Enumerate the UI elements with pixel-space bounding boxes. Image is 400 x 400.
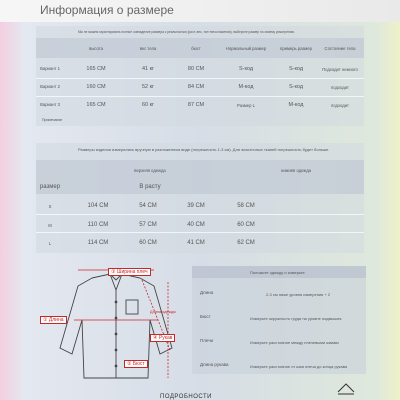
- t2-row1-c: 39 СМ: [187, 203, 205, 209]
- legend-key-1: Длина: [200, 290, 214, 295]
- row2-label: Вариант 2: [40, 84, 60, 89]
- row1-bust: 80 СМ: [187, 66, 205, 72]
- row2-normal: M-код: [238, 84, 254, 90]
- legend-header: Положите одежду и измерьте: [250, 270, 305, 275]
- row2-state: подходит: [331, 85, 349, 90]
- measurement-legend: [192, 266, 366, 374]
- row3-try: M-код: [288, 102, 304, 108]
- row1-weight: 41 кг: [141, 66, 155, 72]
- header-height: высота: [89, 46, 103, 51]
- t2-row1-size: S: [48, 204, 52, 209]
- length-tag: ① Длина: [40, 316, 67, 324]
- t2-row2-a: 110 СМ: [87, 222, 109, 228]
- header-size: размер: [39, 184, 61, 190]
- legend-text-3: Измерьте расстояние между плечевыми швами: [250, 340, 339, 345]
- legend-key-4: Длина рукава: [200, 362, 229, 367]
- t2-row3-size: L: [48, 241, 52, 246]
- t2-row2-d: 60 СМ: [237, 222, 255, 228]
- bust-tag: ② Бюст: [124, 360, 148, 368]
- row2-try: S-код: [288, 84, 304, 90]
- row1-label: Вариант 1: [40, 66, 60, 71]
- table2-intro: Размеры изделия измерялись вручную в разложенном виде (погрешность 1-3 см). Для эластичных тканей погрешность будет больше.: [78, 147, 330, 152]
- t2-row2-size: M: [48, 223, 52, 228]
- table1-intro: Мы не можем гарантировать полное совпадение размера с реальностью (рост, вес, тип телосложения), выберите размер по своему усмотрению.: [78, 30, 295, 34]
- page-title: Информация о размере: [40, 3, 174, 17]
- bottom-caption: ПОДРОБНОСТИ: [160, 394, 212, 400]
- row2-height: 160 СМ: [86, 84, 106, 90]
- group-top: верхняя одежда: [134, 168, 166, 173]
- t2-row3-c: 41 СМ: [187, 240, 205, 246]
- row1-normal: S-код: [238, 66, 254, 72]
- header-body-state: Состояние тела: [324, 46, 356, 51]
- t2-row1-b: 54 СМ: [139, 203, 157, 209]
- legend-key-3: Плечи: [200, 338, 214, 343]
- row-divider: [36, 232, 364, 233]
- shoulder-tag: ③ Ширина плеч: [108, 268, 151, 276]
- shirt-measurement-diagram: [34, 260, 194, 390]
- legend-key-2: Бюст: [200, 314, 211, 319]
- sleeve-tag: ④ Рукав: [150, 334, 175, 342]
- row3-state: подходит: [331, 103, 349, 108]
- header-weight: вес тела: [139, 46, 157, 51]
- row3-label: Вариант 3: [40, 102, 60, 107]
- row-divider: [36, 96, 364, 97]
- row-divider: [36, 214, 364, 215]
- row2-bust: 84 СМ: [187, 84, 205, 90]
- group-bottom: нижняя одежда: [281, 168, 311, 173]
- row1-state: Подходит немного: [322, 67, 358, 72]
- home-icon: [336, 382, 356, 396]
- t2-row3-a: 114 СМ: [87, 240, 109, 246]
- side-label: Длина одежды: [150, 310, 176, 314]
- header-normal-size: Нормальный размер: [225, 46, 267, 51]
- measurement-lines: [74, 270, 170, 378]
- row1-try: S-код: [288, 66, 304, 72]
- row2-weight: 52 кг: [141, 84, 155, 90]
- row3-height: 165 СМ: [86, 102, 106, 108]
- legend-text-1: 2-3 см ниже уровня измерения + 2: [266, 292, 331, 297]
- row-divider: [36, 78, 364, 79]
- legend-text-4: Измерьте расстояние от шва плеча до конца рукава: [250, 364, 347, 369]
- row3-normal: Размер L: [237, 103, 255, 108]
- table2-header-row: [36, 160, 364, 194]
- header-try-size: примерь размер: [280, 46, 312, 51]
- t2-row1-d: 58 СМ: [237, 203, 255, 209]
- row1-height: 165 СМ: [86, 66, 106, 72]
- t2-row2-c: 40 СМ: [187, 222, 205, 228]
- row3-bust: 87 СМ: [187, 102, 205, 108]
- t2-row3-d: 62 СМ: [237, 240, 255, 246]
- header-bust: бюст: [191, 46, 201, 51]
- legend-text-2: Измерьте окружность груди на уровне подмышек: [250, 316, 342, 321]
- header-col-b: В расту: [139, 184, 161, 190]
- shirt-outline-icon: [60, 274, 172, 378]
- table1-footnote: Примечание: [42, 118, 63, 122]
- t2-row2-b: 57 СМ: [139, 222, 157, 228]
- row3-weight: 60 кг: [141, 102, 155, 108]
- t2-row3-b: 60 СМ: [139, 240, 157, 246]
- t2-row1-a: 104 СМ: [87, 203, 109, 209]
